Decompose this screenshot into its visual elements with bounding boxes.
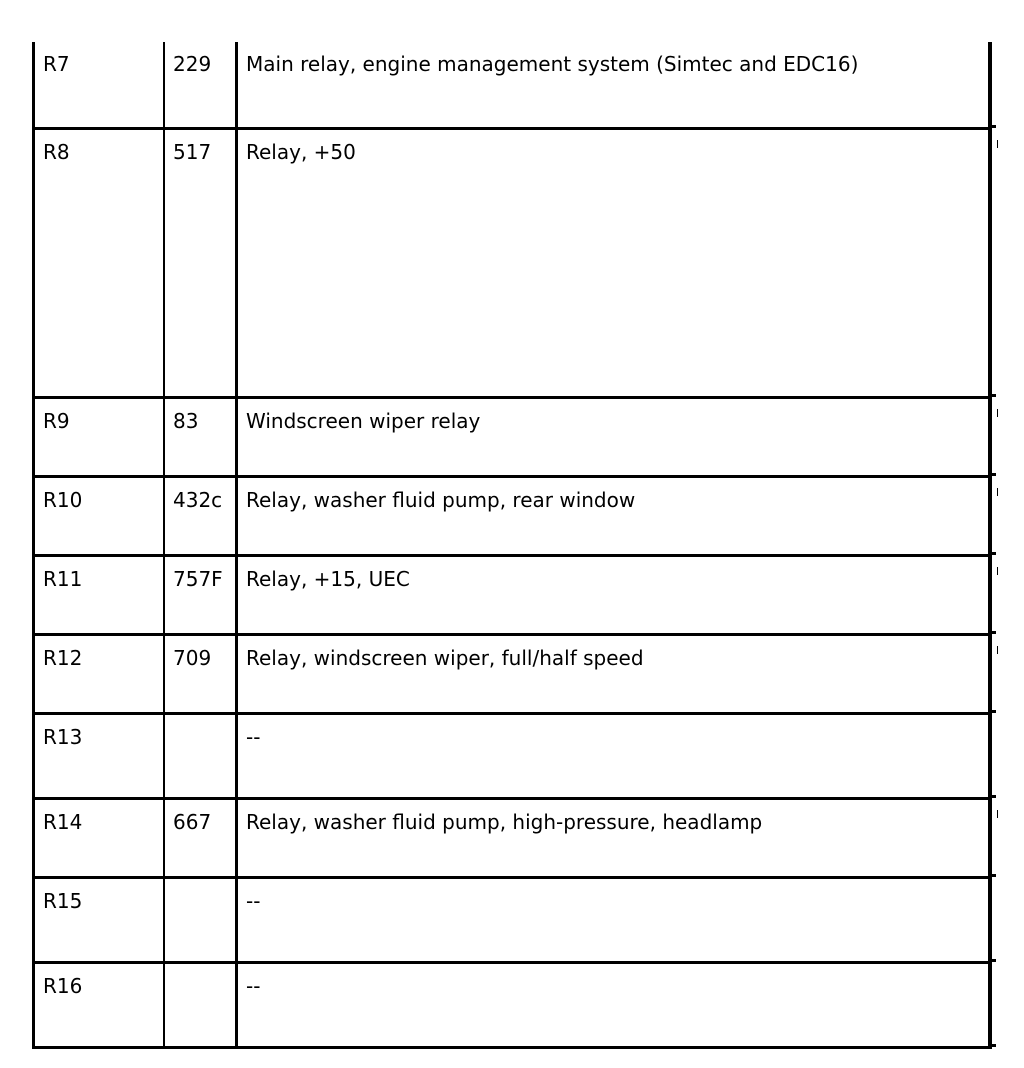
table-row: [34, 555, 991, 634]
table-row: [34, 128, 991, 397]
relay-description-cell: Main relay, engine management system (Simtec and EDC16): [237, 42, 991, 128]
relay-code-cell: [164, 962, 237, 1047]
relay-description-cell: Relay, washer fluid pump, rear window: [237, 476, 991, 555]
relay-position-cell: R10: [34, 476, 165, 555]
row-divider-stub: [992, 125, 996, 128]
table-row: [34, 634, 991, 713]
relay-code-cell: [164, 877, 237, 962]
relay-code-cell: 432c: [164, 476, 237, 555]
relay-description-cell: Relay, +15, UEC: [237, 555, 991, 634]
row-divider-stub: [992, 473, 996, 476]
relay-position-cell: R13: [34, 713, 165, 798]
clipped-text-fragment: [997, 140, 998, 148]
relay-description-cell: --: [237, 962, 991, 1047]
relay-description-cell: --: [237, 713, 991, 798]
row-divider-stub: [992, 874, 996, 877]
table-row: [34, 476, 991, 555]
relay-description-cell: Relay, +50: [237, 128, 991, 397]
table-row: [34, 962, 991, 1047]
table-row: [34, 713, 991, 798]
relay-code-cell: 83: [164, 397, 237, 476]
table-row: [34, 877, 991, 962]
row-divider-stub: [992, 631, 996, 634]
row-divider-stub: [992, 710, 996, 713]
relay-position-cell: R16: [34, 962, 165, 1047]
row-divider-stub: [992, 552, 996, 555]
row-divider-stub: [992, 795, 996, 798]
relay-code-cell: 517: [164, 128, 237, 397]
clipped-text-fragment: [997, 810, 998, 818]
relay-description-cell: Windscreen wiper relay: [237, 397, 991, 476]
clipped-text-fragment: [997, 409, 998, 417]
clipped-next-column: [992, 42, 1000, 1050]
relay-code-cell: 229: [164, 42, 237, 128]
table-row: [34, 397, 991, 476]
row-divider-stub: [992, 1044, 996, 1047]
table-row: [34, 798, 991, 877]
relay-code-cell: 757F: [164, 555, 237, 634]
relay-position-cell: R7: [34, 42, 165, 128]
relay-table-body: [34, 42, 991, 1047]
row-divider-stub: [992, 394, 996, 397]
relay-description-cell: --: [237, 877, 991, 962]
relay-position-cell: R9: [34, 397, 165, 476]
relay-code-cell: [164, 713, 237, 798]
relay-description-cell: Relay, windscreen wiper, full/half speed: [237, 634, 991, 713]
relay-table: [32, 42, 992, 1049]
relay-code-cell: 709: [164, 634, 237, 713]
relay-position-cell: R8: [34, 128, 165, 397]
relay-position-cell: R14: [34, 798, 165, 877]
clipped-text-fragment: [997, 567, 998, 575]
clipped-text-fragment: [997, 646, 998, 654]
relay-position-cell: R12: [34, 634, 165, 713]
relay-position-cell: R15: [34, 877, 165, 962]
relay-code-cell: 667: [164, 798, 237, 877]
table-row: [34, 42, 991, 128]
row-divider-stub: [992, 959, 996, 962]
relay-position-cell: R11: [34, 555, 165, 634]
relay-description-cell: Relay, washer fluid pump, high-pressure, headlamp: [237, 798, 991, 877]
clipped-text-fragment: [997, 488, 998, 496]
